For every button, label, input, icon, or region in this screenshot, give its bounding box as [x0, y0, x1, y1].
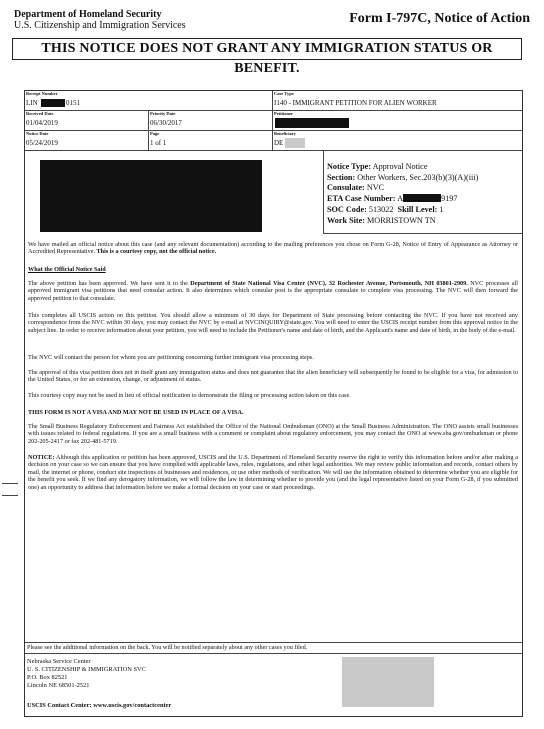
notice-type-label: Notice Type:: [327, 162, 372, 171]
address-line-2: U. S. CITIZENSHIP & IMMIGRATION SVC: [27, 666, 146, 673]
page-value: 1 of 1: [150, 139, 167, 147]
soc-label: SOC Code:: [327, 204, 367, 214]
eta-label: ETA Case Number:: [327, 194, 396, 204]
section-heading-not-visa: THIS FORM IS NOT A VISA AND MAY NOT BE USED IN PLACE OF A VISA.: [28, 409, 244, 416]
beneficiary-label: Beneficiary: [274, 131, 296, 136]
back-page-note: Please see the additional information on the back. You will be notified separately about any other cases you filed.: [27, 644, 308, 651]
notice-label: NOTICE:: [28, 454, 55, 461]
received-label: Received Date: [26, 111, 54, 116]
worksite-value: MORRISTOWN TN: [367, 215, 436, 225]
section-label: Section:: [327, 172, 356, 182]
document-frame: [24, 90, 523, 717]
margin-mark: [2, 495, 18, 496]
receipt-prefix: LIN: [26, 99, 38, 107]
p8-text: Although this application or petition has been approved, USCIS and the U.S. Department of Homeland Security reserve the right to verify this information before and/or after making a decision on your case so we can ensure that you have complied with applicable laws, rules, regulations, and other legal authorities. We may review public information and records, contact others by mail, the internet or phone, conduct site inspections of businesses and residences, or use other methods of verification. We will use the information obtained to determine whether you are eligible for the benefit you seek. If we find any derogatory information, we will follow the law in determining whether to provide you (and the legal representative listed on your Form G-28, if you submitted one) an opportunity to address that information before we make a formal decision on your case or start proceedings.: [28, 454, 518, 491]
body-paragraph-4: The NVC will contact the person for whom you are petitioning concerning further immigrant visa processing steps.: [28, 354, 314, 361]
received-value: 01/04/2019: [26, 119, 58, 127]
p2-text-a: The above petition has been approved. We have sent it to the: [28, 280, 188, 287]
p1-text: We have mailed an official notice about this case (and any relevant documentation) according to the mailing preferences you chose on Form G-28, Notice of Entry of Appearance as Attorney or Accredited Representative.: [28, 241, 518, 256]
beneficiary-prefix: DE: [274, 139, 284, 147]
notice-date-value: 05/24/2019: [26, 139, 58, 147]
receipt-label: Receipt Number: [26, 91, 58, 96]
section-value: Other Workers, Sec.203(b)(3)(A)(iii): [357, 172, 479, 182]
agency-name: Department of Homeland Security: [14, 9, 162, 20]
consulate-value: NVC: [366, 183, 385, 193]
body-paragraph-5: The approval of this visa petition does not in itself grant any immigration status and does not guarantee that the alien beneficiary will subsequently be found to be eligible for a visa, for admission to the United States, or for an extension, change, or adjustment of status.: [28, 369, 518, 384]
eta-suffix: 9197: [441, 194, 458, 204]
skill-label: Skill Level:: [397, 204, 438, 214]
margin-mark: [2, 483, 18, 484]
body-paragraph-6: This courtesy copy may not be used in lieu of official notification to demonstrate the filing or processing action taken on this case.: [28, 392, 351, 399]
worksite-label: Work Site:: [327, 215, 365, 225]
notice-date-label: Notice Date: [26, 131, 49, 136]
p1-bold: This is a courtesy copy, not the official notice.: [96, 248, 217, 256]
subagency-name: U.S. Citizenship and Immigration Services: [14, 20, 186, 31]
p2-bold: Department of State National Visa Center (NVC), 32 Rochester Avenue, Portsmouth, NH 03801-2909.: [190, 280, 468, 287]
status-banner: THIS NOTICE DOES NOT GRANT ANY IMMIGRATION STATUS OR BENEFIT.: [12, 38, 522, 60]
case-type-label: Case Type: [274, 91, 294, 96]
address-line-4: Lincoln NE 68501-2521: [27, 682, 90, 689]
form-title: Form I-797C, Notice of Action: [349, 11, 530, 26]
body-paragraph-7: The Small Business Regulatory Enforcement and Fairness Act established the Office of the National Ombudsman (ONO) at the Small Business Administration. The ONO assists small businesses with issues related to federal regulations. If you are a small business with a comment or complaint about regulatory enforcement, you may contact the ONO at www.sba.gov/ombudsman or phone 202-205-2417 or fax 202-481-5719.: [28, 423, 518, 445]
address-line-3: P.O. Box 82521: [27, 674, 68, 681]
body-paragraph-3: This completes all USCIS action on this petition. You should allow a minimum of 30 days for Department of State processing before contacting the NVC. If you have not received any correspondence from the NVC within 30 days, you may contact the NVC by e-mail at NVCINQUIRY@state.gov. You will need to enter the USCIS receipt number from this approval notice in the subject line. In order to receive information about your petition, you will need to include the Petitioner's name and date of birth, and the Applicant's name and date of birth, in the body of the e-mail.: [28, 312, 518, 334]
notice-type-value: Approval Notice: [372, 162, 428, 171]
page-label: Page: [150, 131, 160, 136]
eta-prefix: A: [397, 194, 404, 204]
contact-center: USCIS Contact Center: www.uscis.gov/contactcenter: [27, 702, 172, 709]
case-type-value: I140 - IMMIGRANT PETITION FOR ALIEN WORKER: [274, 99, 437, 107]
p2-text-b: NVC processes all approved immigrant visa petitions that need consular action. It also determines which consular post is the appropriate consulate to complete visa processing. The NVC will then forward the approved petition to that consulate.: [28, 280, 518, 302]
skill-value: 1: [439, 204, 444, 214]
address-line-1: Nebraska Service Center: [27, 658, 91, 665]
priority-label: Priority Date: [150, 111, 176, 116]
consulate-label: Consulate:: [327, 183, 365, 193]
petitioner-label: Petitioner: [274, 111, 293, 116]
priority-value: 06/30/2017: [150, 119, 182, 127]
heading-official-notice: What the Official Notice Said: [28, 266, 106, 273]
receipt-suffix: 0151: [66, 99, 80, 107]
soc-value: 513022: [368, 204, 394, 214]
